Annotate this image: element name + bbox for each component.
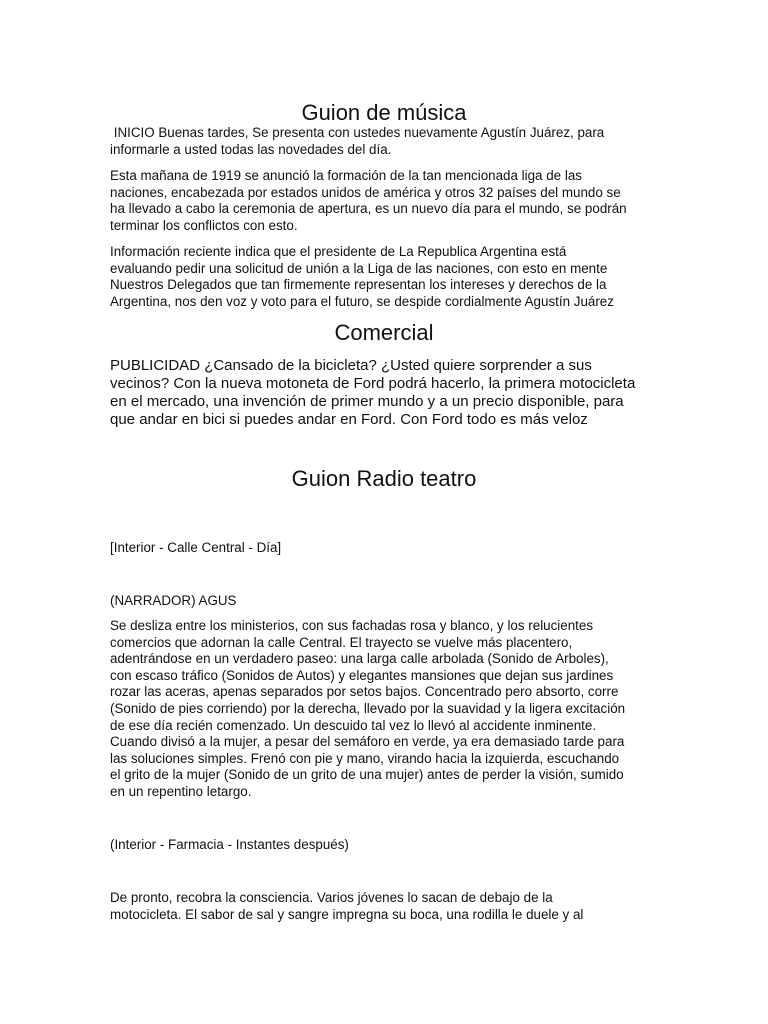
text-line: las soluciones simples. Frenó con pie y mano, virando hacia la izquierda, escuchando: [110, 750, 620, 766]
text-line: vecinos? Con la nueva motoneta de Ford podrá hacerlo, la primera motocicleta: [110, 375, 636, 392]
text-line: De pronto, recobra la consciencia. Varios jóvenes lo sacan de debajo de la: [110, 890, 553, 905]
text-line: informarle a usted todas las novedades del día.: [110, 141, 392, 157]
text-line: que andar en bici si puedes andar en Ford. Con Ford todo es más veloz: [110, 411, 588, 428]
paragraph-narracion: [110, 618, 662, 801]
text-line: con escaso tráfico (Sonidos de Autos) y elegantes mansiones que dejan sus jardines: [110, 667, 614, 683]
heading-comercial: Comercial: [334, 320, 434, 345]
text-line: evaluando pedir una solicitud de unión a la Liga de las naciones, con esto en mente: [110, 260, 608, 276]
text-line: comercios que adornan la calle Central. El trayecto se vuelve más placentero,: [110, 634, 573, 650]
text-line: Argentina, nos den voz y voto para el futuro, se despide cordialmente Agustín Juárez: [110, 293, 614, 309]
text-line: Se desliza entre los ministerios, con sus fachadas rosa y blanco, y los relucientes: [110, 618, 594, 633]
paragraph-final: [110, 890, 662, 923]
text-line: adentrándose en un verdadero paseo: una larga calle arbolada (Sonido de Arboles),: [110, 651, 609, 667]
character-name-narrador: [110, 593, 662, 610]
text-line: en el mercado, una invención de primer mundo y a un precio disponible, para: [110, 393, 624, 410]
text-line: Información reciente indica que el presidente de La Republica Argentina está: [110, 244, 567, 259]
text-line: INICIO Buenas tardes, Se presenta con ustedes nuevamente Agustín Juárez, para: [110, 125, 605, 140]
paragraph-intro: [110, 125, 662, 158]
text-line: ha llevado a cabo la ceremonia de apertura, es un nuevo día para el mundo, se podrán: [110, 201, 627, 217]
text-line: motocicleta. El sabor de sal y sangre impregna su boca, una rodilla le duele y al: [110, 906, 584, 922]
text-line: rozar las aceras, apenas separados por setos bajos. Concentrado pero absorto, corre: [110, 684, 619, 700]
heading-guion-radio-teatro: Guion Radio teatro: [291, 466, 477, 491]
text-line: (Interior - Farmacia - Instantes después): [110, 837, 349, 852]
scene-heading-calle-central: [110, 540, 662, 557]
scene-heading-farmacia: [110, 837, 662, 854]
paragraph-liga-naciones: [110, 168, 662, 234]
paragraph-publicidad: [110, 357, 662, 429]
heading-guion-musica: Guion de música: [301, 100, 467, 125]
text-line: en un repentino letargo.: [110, 783, 252, 799]
text-line: Esta mañana de 1919 se anunció la formación de la tan mencionada liga de las: [110, 168, 582, 183]
text-line: (NARRADOR) AGUS: [110, 593, 237, 608]
text-line: de ese día recién comenzado. Un descuido tal vez lo llevó al accidente inminente.: [110, 717, 597, 733]
text-line: terminar los conflictos con esto.: [110, 217, 298, 233]
text-line: (Sonido de pies corriendo) por la derecha, llevado por la suavidad y la ligera excitación: [110, 700, 626, 716]
text-line: [Interior - Calle Central - Día]: [110, 540, 282, 555]
text-line: Cuando divisó a la mujer, a pesar del semáforo en verde, ya era demasiado tarde para: [110, 734, 625, 750]
text-line: PUBLICIDAD ¿Cansado de la bicicleta? ¿Usted quiere sorprender a sus: [110, 357, 592, 374]
text-line: el grito de la mujer (Sonido de un grito de una mujer) antes de perder la visión, sumido: [110, 767, 624, 783]
text-line: naciones, encabezada por estados unidos de américa y otros 32 países del mundo se: [110, 184, 621, 200]
text-line: Nuestros Delegados que tan firmemente representan los intereses y derechos de la: [110, 277, 607, 293]
paragraph-argentina: [110, 244, 662, 310]
